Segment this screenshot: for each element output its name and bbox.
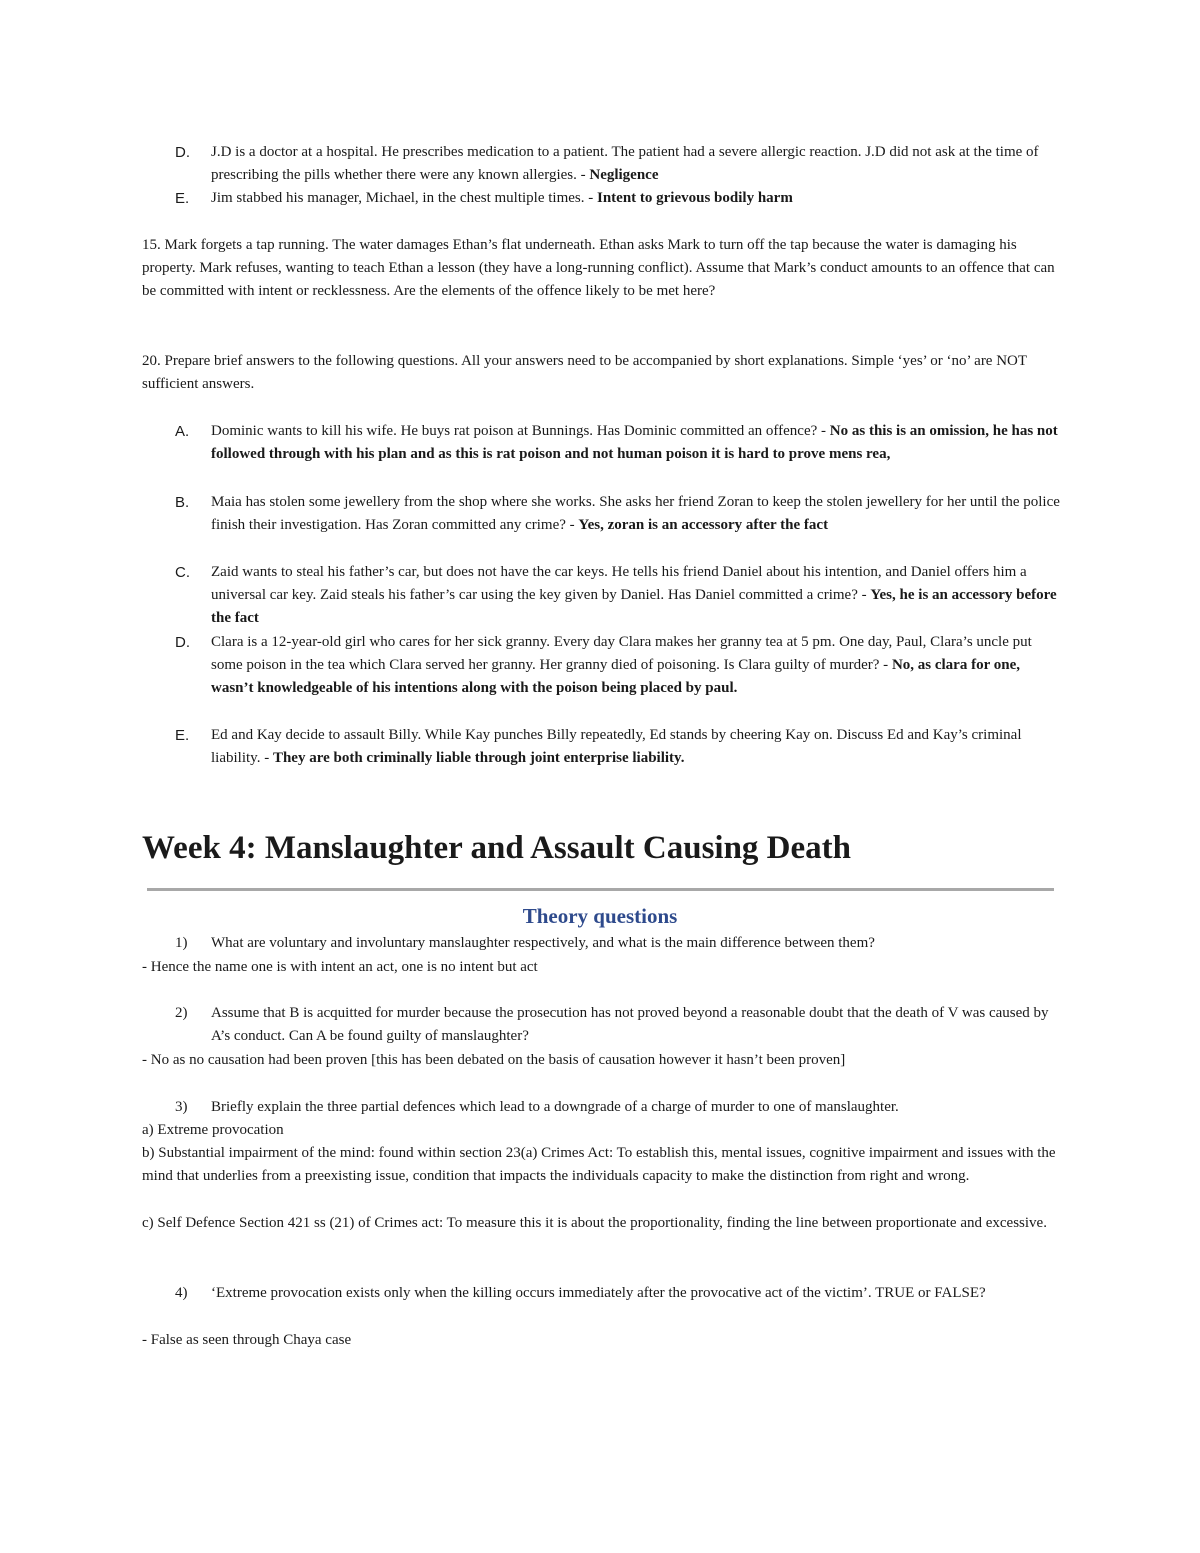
list-item-body [211,187,1065,210]
list-marker: D. [175,144,190,161]
question-text: J.D is a doctor at a hospital. He prescribes medication to a patient. The patient had a severe allergic reaction. J.D did not ask at the time of prescribing the pills whether there were any known allergies. - [211,144,1039,183]
answer-text: Yes, he is an accessory before the fact [211,587,1057,626]
list-item-body [211,561,1065,630]
answer-text: Yes, zoran is an accessory after the fact [578,517,829,533]
theory-question-4 [175,1282,1065,1305]
list-marker: E. [175,190,190,207]
theory-question-3 [175,1096,1065,1119]
question-text: Dominic wants to kill his wife. He buys rat poison at Bunnings. Has Dominic committed an offence? - [211,423,830,439]
question-text: Ed and Kay decide to assault Billy. While Kay punches Billy repeatedly, Ed stands by cheering Kay on. Discuss Ed and Kay’s criminal liability. - [211,727,1022,766]
answer-text: Intent to grievous bodily harm [596,190,793,206]
question-20-intro: 20. Prepare brief answers to the following questions. All your answers need to be accompanied by short explanations. Simple ‘yes’ or ‘no’ are NOT sufficient answers. [142,353,1027,392]
list-item-d2 [175,631,1065,700]
list-item-b [175,491,1065,537]
list-item-c [175,561,1065,630]
answer-4: - False as seen through Chaya case [142,1332,352,1348]
heading-divider [147,888,1054,891]
question-number: 3) [175,1099,188,1115]
question-number: 4) [175,1285,188,1301]
list-item-a [175,420,1065,466]
answer-text: No as this is an omission, he has not followed through with his plan and as this is rat poison and not human poison it is hard to prove mens rea, [211,423,1058,462]
answer-2: - No as no causation had been proven [this has been debated on the basis of causation however it hasn’t been proven] [142,1052,846,1068]
list-item-body [211,631,1065,700]
list-marker: C. [175,564,190,581]
list-item-d [175,141,1065,187]
section-subheading: Theory questions [522,904,678,928]
list-item-body [211,491,1065,537]
question-text: Maia has stolen some jewellery from the shop where she works. She asks her friend Zoran to keep the stolen jewellery for her until the police finish their investigation. Has Zoran committed any crime? - [211,494,1060,533]
answer-text: No, as clara for one, wasn’t knowledgeable of his intentions along with the poison being placed by paul. [211,657,1020,696]
question-text: Assume that B is acquitted for murder because the prosecution has not proved beyond a reasonable doubt that the death of V was caused by A’s conduct. Can A be found guilty of manslaughter? [211,1005,1049,1044]
list-marker: D. [175,634,190,651]
answer-text: Negligence [589,167,659,183]
list-item-body [211,141,1065,187]
question-text: Zaid wants to steal his father’s car, but does not have the car keys. He tells his friend Daniel about his intention, and Daniel offers him a universal car key. Zaid steals his father’s car using the key given by Daniel. Has Daniel committed a crime? - [211,564,1027,603]
list-marker: B. [175,494,190,511]
answer-text: They are both criminally liable through joint enterprise liability. [272,750,685,766]
question-number: 2) [175,1005,188,1021]
list-item-e2 [175,724,1065,770]
question-text: What are voluntary and involuntary manslaughter respectively, and what is the main difference between them? [211,935,875,951]
answer-3a: a) Extreme provocation [142,1122,284,1138]
theory-question-2 [175,1002,1065,1048]
question-number: 1) [175,935,188,951]
list-marker: A. [175,423,190,440]
list-item-body [211,420,1065,466]
question-text: Briefly explain the three partial defences which lead to a downgrade of a charge of murder to one of manslaughter. [211,1099,899,1115]
answer-3b: b) Substantial impairment of the mind: found within section 23(a) Crimes Act: To establish this, mental issues, cognitive impairment and issues with the mind that underlies from a preexisting issue, condition that impacts the individuals capacity to make the distinction from right and wrong. [142,1145,1056,1184]
list-item-body [211,724,1065,770]
answer-1: - Hence the name one is with intent an act, one is no intent but act [142,959,538,975]
week-heading: Week 4: Manslaughter and Assault Causing Death [142,830,852,866]
question-15: 15. Mark forgets a tap running. The water damages Ethan’s flat underneath. Ethan asks Mark to turn off the tap because the water is damaging his property. Mark refuses, wanting to teach Ethan a lesson (they have a long-running conflict). Assume that Mark’s conduct amounts to an offence that can be committed with intent or recklessness. Are the elements of the offence likely to be met here? [142,237,1055,299]
question-text: Clara is a 12-year-old girl who cares for her sick granny. Every day Clara makes her granny tea at 5 pm. One day, Paul, Clara’s uncle put some poison in the tea which Clara served her granny. Her granny died of poisoning. Is Clara guilty of murder? - [211,634,1032,673]
question-text: ‘Extreme provocation exists only when the killing occurs immediately after the provocative act of the victim’. TRUE or FALSE? [211,1285,986,1301]
answer-3c: c) Self Defence Section 421 ss (21) of Crimes act: To measure this it is about the proportionality, finding the line between proportionate and excessive. [142,1215,1047,1231]
list-item-e [175,187,1065,210]
question-text: Jim stabbed his manager, Michael, in the chest multiple times. - [211,190,597,206]
theory-question-1 [175,932,1065,955]
list-marker: E. [175,727,190,744]
